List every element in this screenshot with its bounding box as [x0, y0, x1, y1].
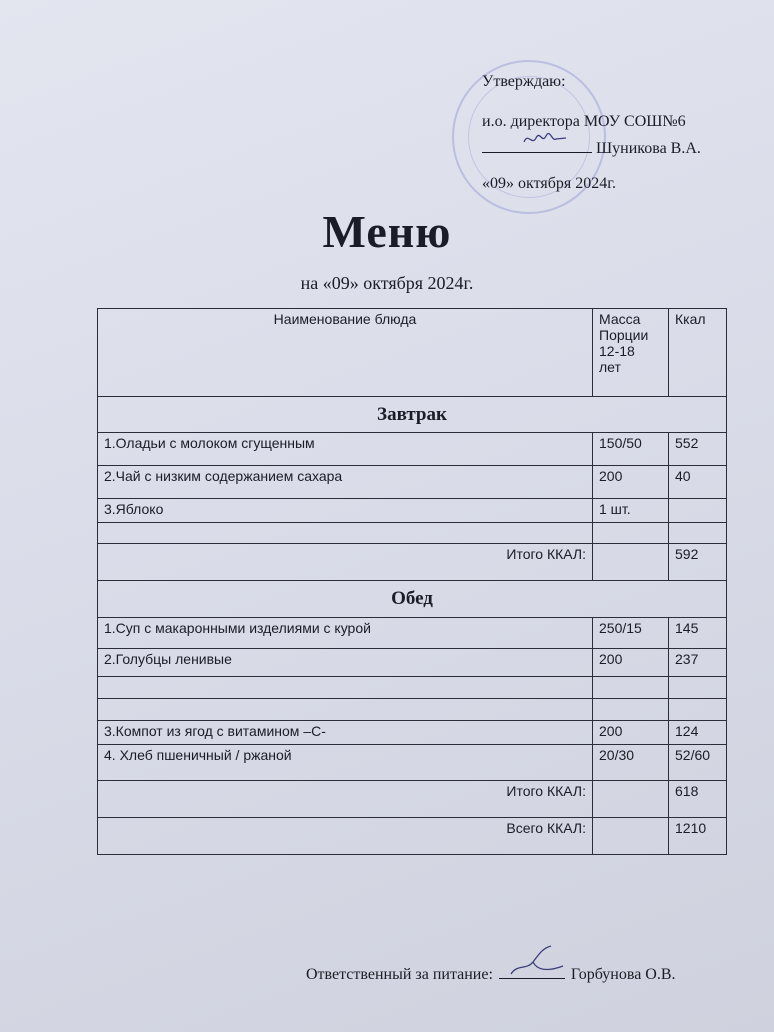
table-header-row: [98, 309, 727, 397]
footer-responsible: [306, 966, 676, 984]
section-title: Обед: [98, 581, 727, 618]
dish-mass: 150/50: [593, 433, 669, 466]
dish-kcal: [669, 523, 727, 544]
dish-name: 4. Хлеб пшеничный / ржаной: [98, 745, 593, 781]
dish-mass: 1 шт.: [593, 499, 669, 523]
section-total-row: [98, 544, 727, 581]
total-label: Итого ККАЛ:: [98, 781, 593, 818]
table-row: [98, 466, 727, 499]
grand-total-row: [98, 818, 727, 855]
footer-label: Ответственный за питание:: [306, 966, 493, 983]
header-mass-line: 12-18: [599, 343, 635, 359]
table-row: [98, 649, 727, 677]
dish-mass: 250/15: [593, 618, 669, 649]
dish-mass: 20/30: [593, 745, 669, 781]
director-signature: [522, 130, 568, 148]
grand-total-mass-empty: [593, 818, 669, 855]
table-row: [98, 499, 727, 523]
dish-kcal: [669, 499, 727, 523]
footer-signature-line: [499, 966, 565, 979]
header-kcal: Ккал: [669, 309, 727, 397]
section-header-breakfast: [98, 397, 727, 433]
table-row: [98, 618, 727, 649]
approval-signature-row: [482, 140, 701, 157]
section-header-lunch: [98, 581, 727, 618]
dish-kcal: 237: [669, 649, 727, 677]
table-row-empty: [98, 677, 727, 699]
dish-name: 3.Компот из ягод с витамином –С-: [98, 721, 593, 745]
responsible-signature: [503, 944, 573, 978]
signatory-name: Шуникова В.А.: [596, 140, 701, 157]
dish-name: 1.Суп с макаронными изделиями с курой: [98, 618, 593, 649]
table-row-empty: [98, 699, 727, 721]
dish-name: 1.Оладьи с молоком сгущенным: [98, 433, 593, 466]
footer-name: Горбунова О.В.: [570, 966, 676, 983]
approval-date: «09» октября 2024г.: [482, 175, 616, 192]
section-title: Завтрак: [98, 397, 727, 433]
header-mass-line: Масса: [599, 311, 641, 327]
header-dish-name: Наименование блюда: [98, 309, 593, 397]
page-title: Меню: [322, 206, 452, 257]
dish-name: [98, 699, 593, 721]
dish-kcal: 40: [669, 466, 727, 499]
grand-total-label: Всего ККАЛ:: [98, 818, 593, 855]
total-kcal: 592: [669, 544, 727, 581]
approval-position: и.о. директора МОУ СОШ№6: [482, 113, 686, 130]
dish-name: 3.Яблоко: [98, 499, 593, 523]
section-total-row: [98, 781, 727, 818]
dish-kcal: [669, 677, 727, 699]
total-label: Итого ККАЛ:: [98, 544, 593, 581]
header-mass-line: Порции: [599, 327, 649, 343]
dish-name: 2.Голубцы ленивые: [98, 649, 593, 677]
dish-kcal: 52/60: [669, 745, 727, 781]
table-row: [98, 721, 727, 745]
dish-name: [98, 523, 593, 544]
dish-mass: 200: [593, 721, 669, 745]
dish-mass: 200: [593, 466, 669, 499]
approval-heading: Утверждаю:: [482, 73, 566, 90]
table-row: [98, 433, 727, 466]
dish-mass: [593, 523, 669, 544]
table-row: [98, 745, 727, 781]
grand-total-kcal: 1210: [669, 818, 727, 855]
dish-kcal: 552: [669, 433, 727, 466]
total-mass-empty: [593, 781, 669, 818]
dish-kcal: 124: [669, 721, 727, 745]
dish-mass: [593, 699, 669, 721]
total-mass-empty: [593, 544, 669, 581]
header-mass: [593, 309, 669, 397]
table-row-empty: [98, 523, 727, 544]
dish-kcal: 145: [669, 618, 727, 649]
dish-mass: [593, 677, 669, 699]
dish-name: 2.Чай с низким содержанием сахара: [98, 466, 593, 499]
signature-line: [482, 140, 592, 153]
dish-kcal: [669, 699, 727, 721]
page-subtitle: на «09» октября 2024г.: [300, 273, 474, 293]
header-mass-line: лет: [599, 359, 621, 375]
dish-mass: 200: [593, 649, 669, 677]
menu-table: [97, 308, 727, 855]
dish-name: [98, 677, 593, 699]
total-kcal: 618: [669, 781, 727, 818]
